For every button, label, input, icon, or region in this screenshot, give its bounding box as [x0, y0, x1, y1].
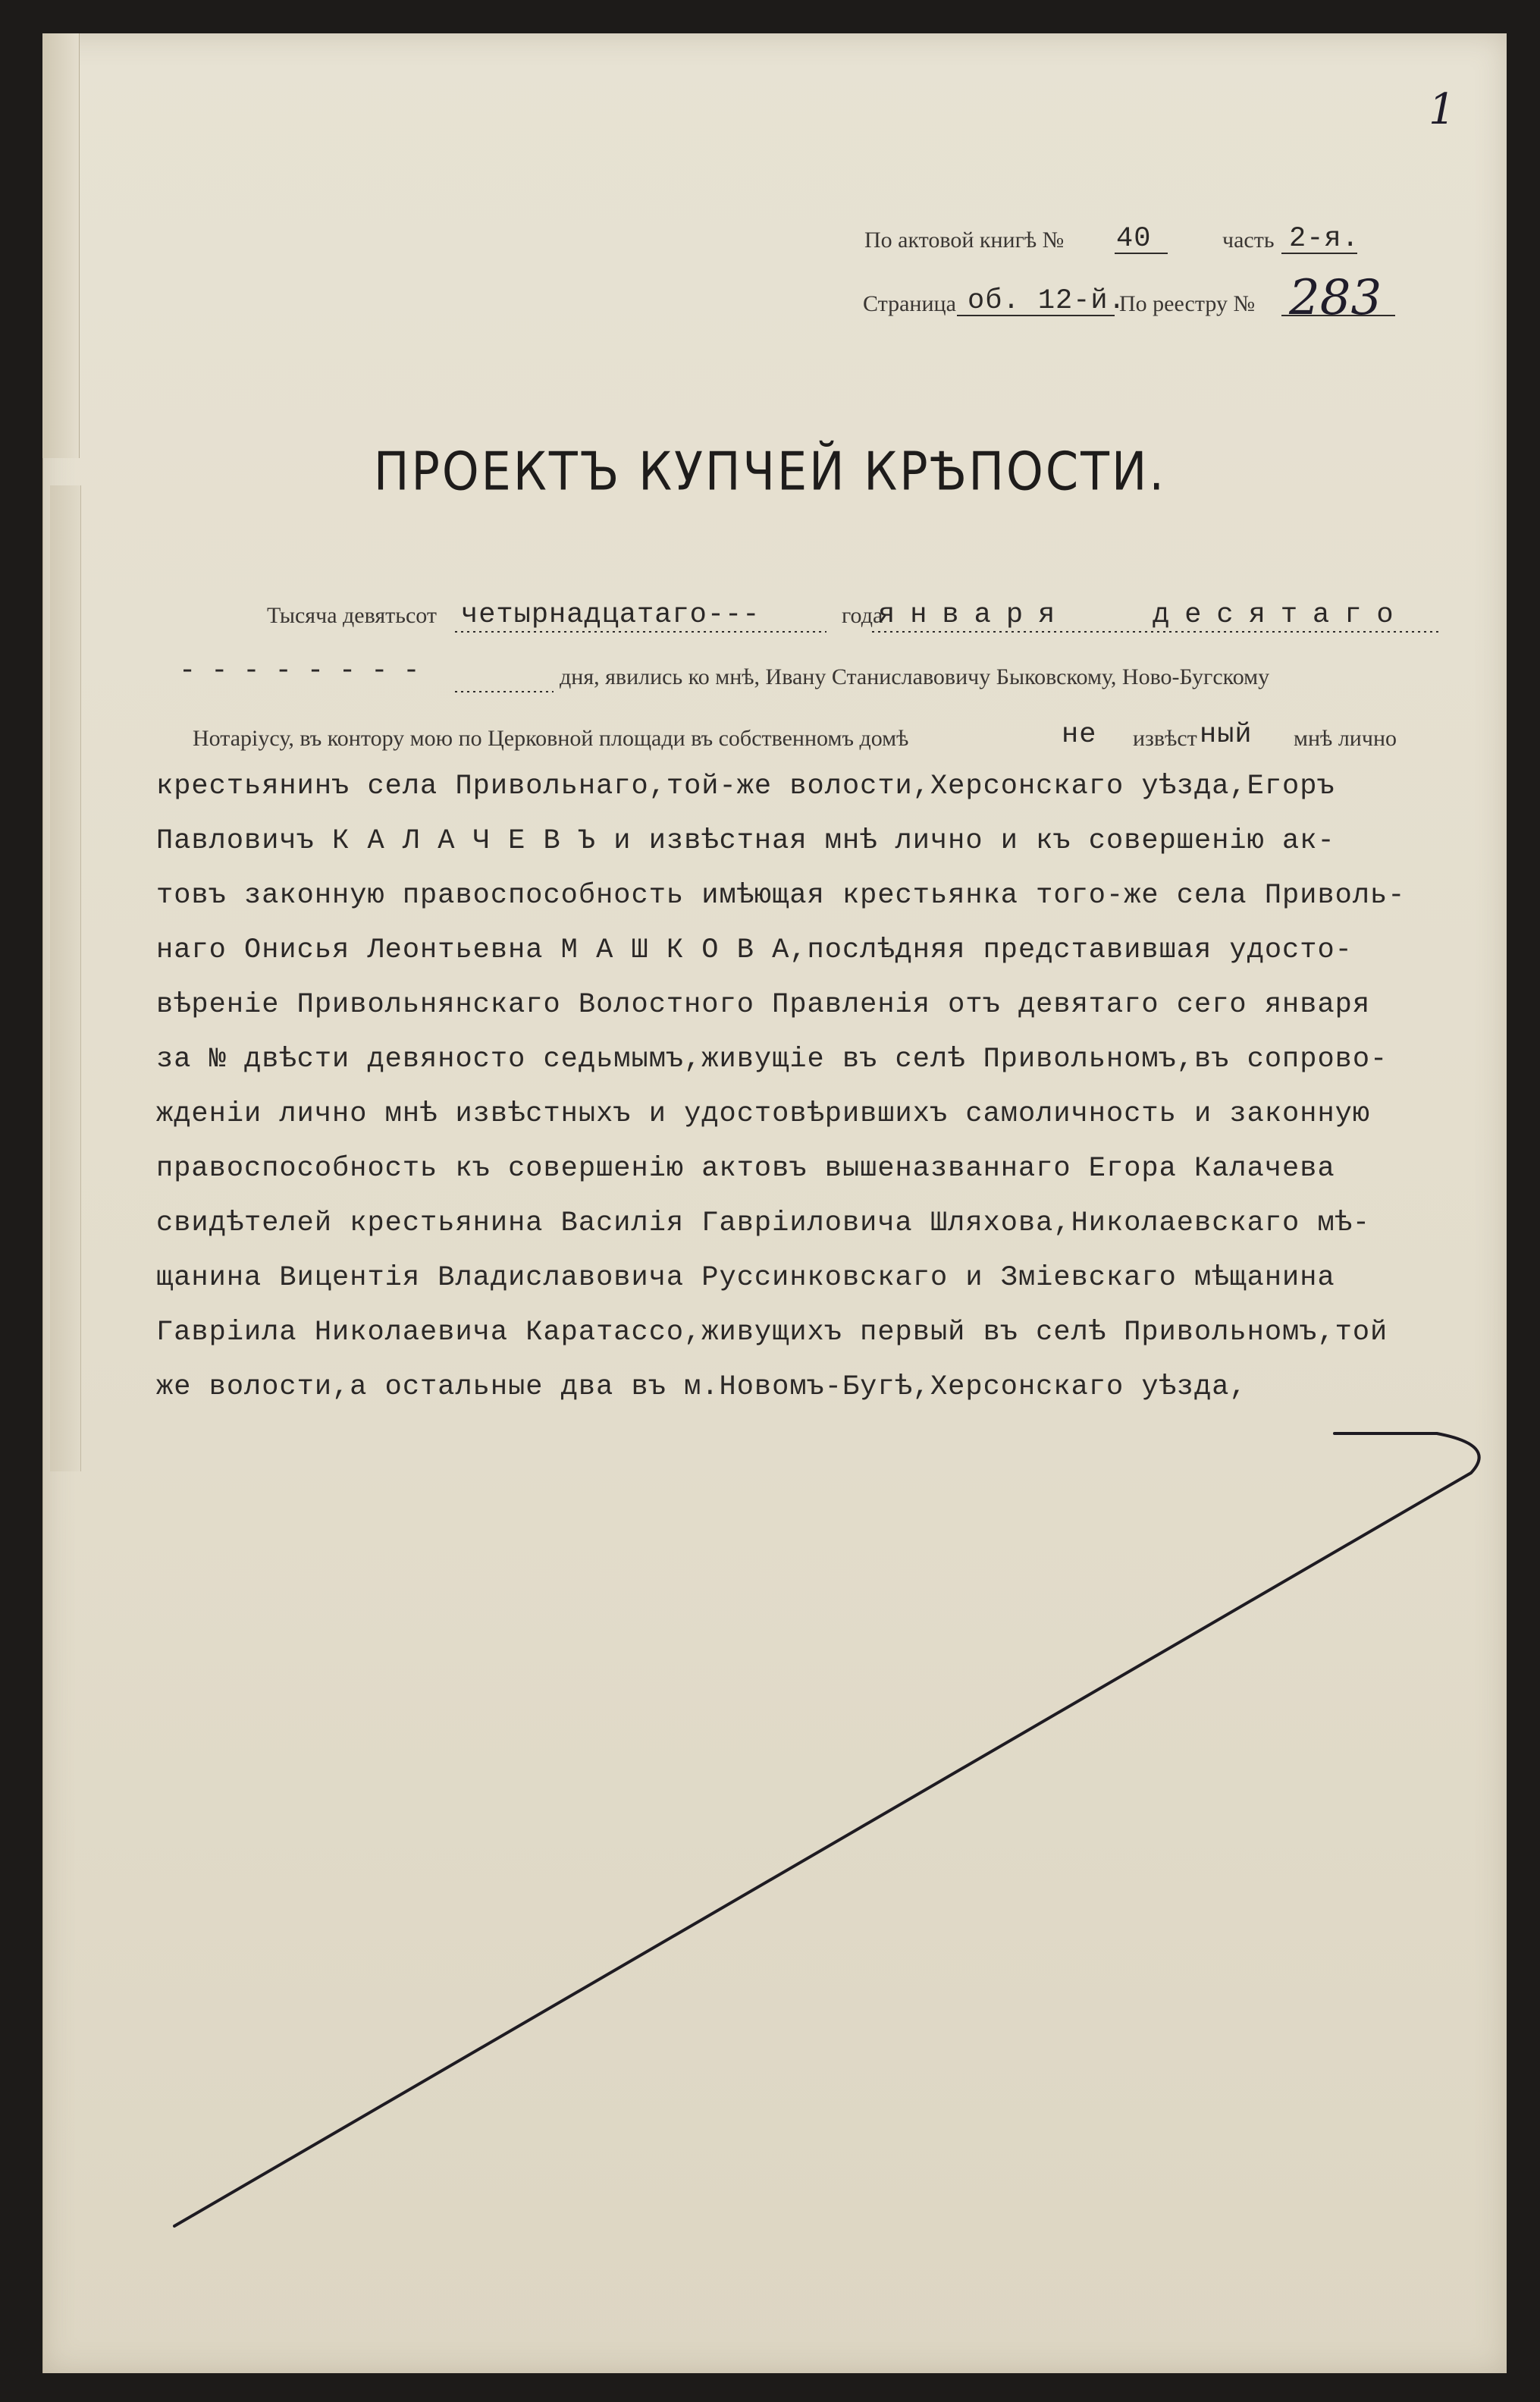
part-value: 2-я.	[1289, 223, 1360, 255]
form-line1-day: десятаго	[1153, 599, 1409, 631]
body-line: свидѣтелей крестьянина Василія Гавріиловича Шляхова,Николаевскаго мѣ-	[156, 1207, 1371, 1239]
body-line: жденіи лично мнѣ извѣстныхъ и удостовѣрившихъ самоличность и законную	[156, 1098, 1371, 1130]
page-label: Страница	[863, 291, 956, 316]
body-line: товъ законную правоспособность имѣющая крестьянка того-же села Приволь-	[156, 880, 1406, 912]
body-line: вѣреніе Привольнянскаго Волостного Правленія отъ девятаго сего января	[156, 989, 1371, 1021]
registry-number: 283	[1289, 270, 1382, 326]
document-title: ПРОЕКТЪ КУПЧЕЙ КРѢПОСТИ.	[373, 440, 1167, 503]
form-line3-ny: ный	[1200, 719, 1253, 751]
form-line1-year: четырнадцатаго---	[461, 599, 761, 631]
body-line: Павловичъ К А Л А Ч Е В Ъ и извѣстная мнѣ лично и къ совершенію ак-	[156, 825, 1335, 857]
form-line3-printed-c: мнѣ лично	[1294, 726, 1397, 751]
registry-label: По реестру №	[1119, 291, 1256, 316]
closing-diagonal-stroke	[174, 1433, 1479, 2226]
folio-number: 1	[1429, 85, 1456, 134]
form-line3-printed-b: извѣст	[1133, 726, 1197, 751]
page-value: об. 12-й.	[968, 285, 1126, 317]
form-line2-dashes: --------	[179, 655, 435, 687]
form-line1-month: января	[878, 599, 1071, 631]
part-label: часть	[1222, 228, 1275, 253]
body-line: же волости,а остальные два въ м.Новомъ-Бугѣ,Херсонскаго уѣзда,	[156, 1371, 1247, 1403]
form-line1-printed-b: года	[842, 603, 883, 628]
form-line3-ne: не	[1062, 719, 1097, 751]
form-line2-printed: дня, явились ко мнѣ, Ивану Станиславовичу Быковскому, Ново-Бугскому	[560, 664, 1270, 689]
body-line: Гавріила Николаевича Каратассо,живущихъ первый въ селѣ Привольномъ,той	[156, 1317, 1388, 1349]
body-line: за № двѣсти девяносто седьмымъ,живущіе въ селѣ Привольномъ,въ сопрово-	[156, 1044, 1388, 1075]
book-number: 40	[1116, 223, 1152, 255]
body-line: крестьянинъ села Привольнаго,той-же волости,Херсонскаго уѣзда,Егоръ	[156, 771, 1335, 802]
body-line: правоспособность къ совершенію актовъ вышеназваннаго Егора Калачева	[156, 1153, 1335, 1185]
form-line3-printed-a: Нотаріусу, въ контору мою по Церковной площади въ собственномъ домѣ	[193, 726, 909, 751]
form-line1-printed-a: Тысяча девятьсот	[267, 603, 437, 628]
body-line: наго Онисья Леонтьевна М А Ш К О В А,послѣдняя представившая удосто-	[156, 934, 1353, 966]
book-label: По актовой книгѣ №	[864, 228, 1065, 253]
body-line: щанина Вицентія Владиславовича Руссинковскаго и Зміевскаго мѣщанина	[156, 1262, 1335, 1294]
